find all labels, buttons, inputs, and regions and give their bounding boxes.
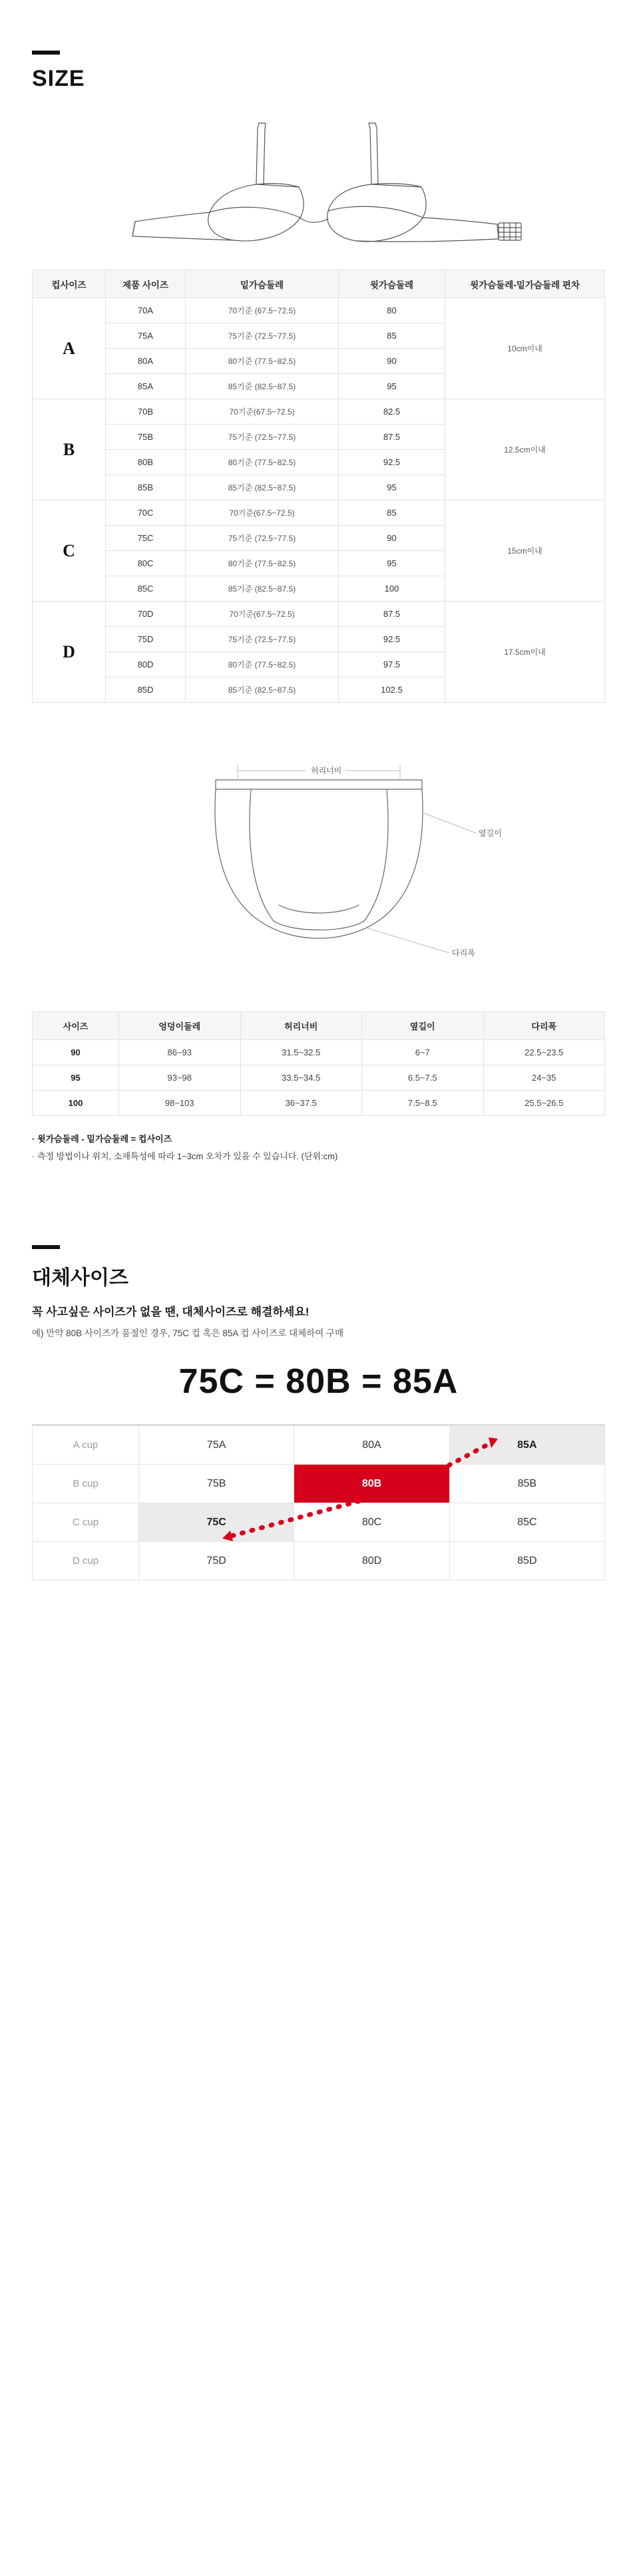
product-size: 70C (106, 500, 186, 526)
product-size: 75D (106, 627, 186, 652)
waist-width: 33.5~34.5 (240, 1065, 362, 1091)
product-size: 75C (106, 526, 186, 551)
table-row (33, 1065, 605, 1091)
page-title: SIZE (32, 66, 85, 91)
overbust: 90 (339, 526, 445, 551)
table-row (33, 1426, 605, 1465)
product-size: 80D (106, 652, 186, 677)
col-deviation: 윗가슴둘레-밑가슴둘레 편차 (445, 270, 605, 298)
col-size: 사이즈 (33, 1012, 119, 1040)
alt-size-lead: 꼭 사고싶은 사이즈가 없을 땐, 대체사이즈로 해결하세요! (32, 1306, 310, 1319)
underbust: 70기준(67.5~72.5) (186, 602, 339, 627)
panty-illustration-icon (79, 733, 558, 1000)
hip: 98~103 (119, 1091, 241, 1116)
underbust: 85기준 (82.5~87.5) (186, 475, 339, 500)
size: 90 (33, 1040, 119, 1065)
underbust: 80기준 (77.5~82.5) (186, 652, 339, 677)
cell-75d: 75D (139, 1542, 294, 1580)
col-waist-width: 허리너비 (240, 1012, 362, 1040)
overbust: 92.5 (339, 450, 445, 475)
col-hip: 엉덩이둘레 (119, 1012, 241, 1040)
underbust: 70기준 (67.5~72.5) (186, 298, 339, 323)
overbust: 85 (339, 500, 445, 526)
alt-size-section (0, 1245, 637, 1401)
deviation: 12.5cm이내 (445, 399, 605, 500)
leg-width: 25.5~26.5 (483, 1091, 605, 1116)
underbust: 75기준 (72.5~77.5) (186, 526, 339, 551)
cell-75c: 75C (139, 1503, 294, 1542)
product-size: 85A (106, 374, 186, 399)
cup-label: D (33, 602, 106, 703)
deviation: 10cm이내 (445, 298, 605, 399)
product-size: 80A (106, 349, 186, 374)
note-formula: · 윗가슴둘레 - 밑가슴둘레 = 컵사이즈 (32, 1134, 172, 1145)
overbust: 80 (339, 298, 445, 323)
side-length: 6.5~7.5 (362, 1065, 484, 1091)
size: 95 (33, 1065, 119, 1091)
bra-size-table (32, 270, 605, 703)
table-row (33, 1040, 605, 1065)
table-row (33, 399, 605, 425)
product-size: 85D (106, 677, 186, 703)
col-side-length: 옆길이 (362, 1012, 484, 1040)
underbust: 70기준(67.5~72.5) (186, 399, 339, 425)
row-label-a-cup: A cup (33, 1426, 139, 1465)
cell-80c: 80C (294, 1503, 449, 1542)
underbust: 85기준 (82.5~87.5) (186, 374, 339, 399)
alt-size-grid (32, 1425, 605, 1580)
overbust: 95 (339, 551, 445, 576)
label-leg-width: 다리폭 (451, 948, 475, 958)
underbust: 80기준 (77.5~82.5) (186, 551, 339, 576)
col-underbust: 밑가슴둘레 (186, 270, 339, 298)
hip: 86~93 (119, 1040, 241, 1065)
side-length: 7.5~8.5 (362, 1091, 484, 1116)
leg-width: 24~35 (483, 1065, 605, 1091)
bra-size-table-wrap (0, 270, 637, 703)
size: 100 (33, 1091, 119, 1116)
col-cup-size: 컵사이즈 (33, 270, 106, 298)
cell-75b: 75B (139, 1465, 294, 1503)
overbust: 95 (339, 374, 445, 399)
row-label-c-cup: C cup (33, 1503, 139, 1542)
table-row (33, 1503, 605, 1542)
section-rule (32, 51, 60, 55)
overbust: 100 (339, 576, 445, 602)
overbust: 90 (339, 349, 445, 374)
waist-width: 31.5~32.5 (240, 1040, 362, 1065)
underbust: 85기준 (82.5~87.5) (186, 677, 339, 703)
product-size: 80C (106, 551, 186, 576)
row-label-b-cup: B cup (33, 1465, 139, 1503)
cell-75a: 75A (139, 1426, 294, 1465)
alt-size-grid-wrap (0, 1424, 637, 1580)
deviation: 17.5cm이내 (445, 602, 605, 703)
panty-illustration-wrap (0, 703, 637, 1012)
product-size: 75A (106, 323, 186, 349)
overbust: 85 (339, 323, 445, 349)
overbust: 87.5 (339, 602, 445, 627)
alt-size-example: 예) 만약 80B 사이즈가 품절인 경우, 75C 컵 혹은 85A 컵 사이즈로 대체하여 구매 (32, 1328, 344, 1339)
alt-size-title: 대체사이즈 (32, 1267, 128, 1290)
underbust: 75기준 (72.5~77.5) (186, 627, 339, 652)
table-row (33, 1091, 605, 1116)
col-leg-width: 다리폭 (483, 1012, 605, 1040)
overbust: 95 (339, 475, 445, 500)
cup-label: B (33, 399, 106, 500)
overbust: 82.5 (339, 399, 445, 425)
row-label-d-cup: D cup (33, 1542, 139, 1580)
underbust: 70기준(67.5~72.5) (186, 500, 339, 526)
col-overbust: 윗가슴둘레 (339, 270, 445, 298)
overbust: 92.5 (339, 627, 445, 652)
alt-size-formula: 75C = 80B = 85A (178, 1362, 459, 1401)
overbust: 102.5 (339, 677, 445, 703)
cell-85a: 85A (449, 1426, 604, 1465)
col-product-size: 제품 사이즈 (106, 270, 186, 298)
bra-illustration-wrap (0, 98, 637, 270)
table-header-row (33, 270, 605, 298)
table-row (33, 1465, 605, 1503)
table-row (33, 1542, 605, 1580)
cup-label: A (33, 298, 106, 399)
overbust: 97.5 (339, 652, 445, 677)
underbust: 85기준 (82.5~87.5) (186, 576, 339, 602)
overbust: 87.5 (339, 425, 445, 450)
product-size: 85B (106, 475, 186, 500)
label-side-length: 옆길이 (478, 828, 502, 838)
table-row (33, 298, 605, 323)
product-size: 75B (106, 425, 186, 450)
underbust: 75기준 (72.5~77.5) (186, 323, 339, 349)
underbust: 75기준 (72.5~77.5) (186, 425, 339, 450)
side-length: 6~7 (362, 1040, 484, 1065)
table-header-row (33, 1012, 605, 1040)
note-tolerance: · 측정 방법이나 위치, 소재특성에 따라 1~3cm 오차가 있을 수 있습니다. (단위:cm) (32, 1151, 338, 1162)
size-notes (0, 1116, 637, 1165)
panty-size-table-wrap (0, 1012, 637, 1116)
cell-80b: 80B (294, 1465, 449, 1503)
product-size: 70A (106, 298, 186, 323)
underbust: 80기준 (77.5~82.5) (186, 349, 339, 374)
cell-85b: 85B (449, 1465, 604, 1503)
product-size: 70B (106, 399, 186, 425)
cell-80d: 80D (294, 1542, 449, 1580)
cup-label: C (33, 500, 106, 602)
table-row (33, 602, 605, 627)
waist-width: 36~37.5 (240, 1091, 362, 1116)
leg-width: 22.5~23.5 (483, 1040, 605, 1065)
product-size: 85C (106, 576, 186, 602)
product-size: 80B (106, 450, 186, 475)
underbust: 80기준 (77.5~82.5) (186, 450, 339, 475)
deviation: 15cm이내 (445, 500, 605, 602)
panty-size-table (32, 1012, 605, 1116)
cell-85c: 85C (449, 1503, 604, 1542)
bra-illustration-icon (66, 118, 572, 258)
cell-85d: 85D (449, 1542, 604, 1580)
size-section-header (0, 51, 637, 91)
cell-80a: 80A (294, 1426, 449, 1465)
product-size: 70D (106, 602, 186, 627)
section-rule (32, 1245, 60, 1249)
label-waist-width: 허리너비 (310, 766, 341, 776)
hip: 93~98 (119, 1065, 241, 1091)
table-row (33, 500, 605, 526)
size-guide-page (0, 51, 637, 1627)
